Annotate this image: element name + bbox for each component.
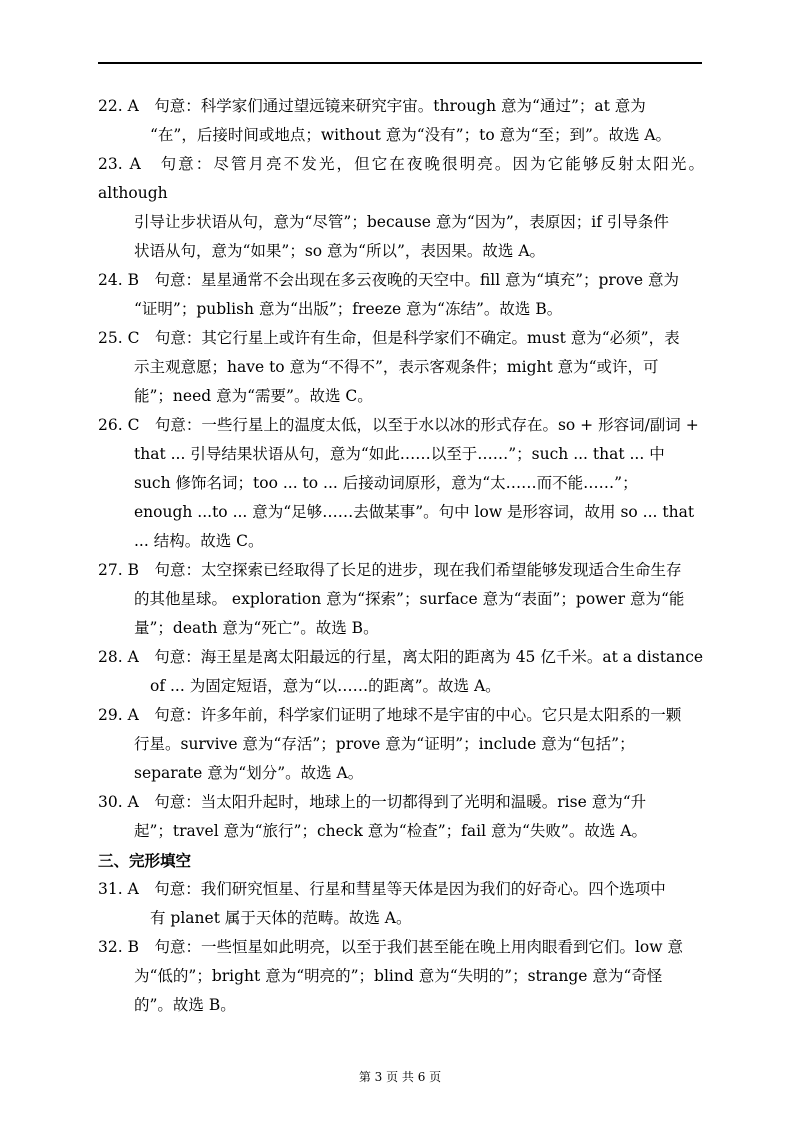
answer-item-line: ... 结构。故选 C。: [134, 532, 264, 550]
answer-item-line: that ... 引导结果状语从句，意为“如此……以至于……”；such ... that ... 中: [134, 445, 665, 463]
answer-item-lead: 25. C 句意：其它行星上或许有生命，但是科学家们不确定。must 意为“必须”，表: [98, 329, 680, 347]
answer-item: [98, 411, 704, 556]
answer-item-lead: 22. A 句意：科学家们通过望远镜来研究宇宙。through 意为“通过”；at 意为: [98, 97, 646, 115]
answer-item-line: enough ...to ... 意为“足够……去做某事”。句中 low 是形容词，故用 so ... that: [134, 503, 695, 521]
answer-item: [98, 933, 704, 1020]
answer-item: [98, 643, 704, 701]
answer-item: [98, 92, 704, 150]
answer-item-line: separate 意为“划分”。故选 A。: [134, 764, 364, 782]
header-rule: [98, 62, 702, 64]
answer-item-lead: 23. A 句意：尽管月亮不发光，但它在夜晚很明亮。因为它能够反射太阳光。although: [98, 155, 704, 202]
answer-item-lead: 32. B 句意：一些恒星如此明亮，以至于我们甚至能在晚上用肉眼看到它们。low 意: [98, 938, 683, 956]
answer-item-lead: 31. A 句意：我们研究恒星、行星和彗星等天体是因为我们的好奇心。四个选项中: [98, 880, 666, 898]
answer-item-line: 示主观意愿；have to 意为“不得不”，表示客观条件；might 意为“或许，可: [134, 358, 659, 376]
answer-item: [98, 788, 704, 846]
answer-item: [98, 875, 704, 933]
answer-item: [98, 556, 704, 643]
answer-item-line: 状语从句，意为“如果”；so 意为“所以”，表因果。故选 A。: [134, 242, 546, 260]
answer-item-lead: 27. B 句意：太空探索已经取得了长足的进步，现在我们希望能够发现适合生命生存: [98, 561, 682, 579]
answer-item: [98, 266, 704, 324]
answer-item-line: 有 planet 属于天体的范畴。故选 A。: [150, 909, 412, 927]
answer-item-lead: 28. A 句意：海王星是离太阳最远的行星，离太阳的距离为 45 亿千米。at a distance: [98, 648, 704, 666]
answer-item-line: 能”；need 意为“需要”。故选 C。: [134, 387, 373, 405]
page-footer: 第 3 页 共 6 页: [358, 1070, 442, 1084]
answer-item: [98, 324, 704, 411]
answer-list: [98, 92, 704, 846]
answer-item-line: “证明”；publish 意为“出版”；freeze 意为“冻结”。故选 B。: [134, 300, 563, 318]
answer-item-line: 起”；travel 意为“旅行”；check 意为“检查”；fail 意为“失败”。故选 A。: [134, 822, 647, 840]
section-title: 三、完形填空: [98, 851, 192, 870]
answer-item-lead: 29. A 句意：许多年前，科学家们证明了地球不是宇宙的中心。它只是太阳系的一颗: [98, 706, 682, 724]
answer-item-line: of ... 为固定短语，意为“以……的距离”。故选 A。: [150, 677, 501, 695]
answer-item-line: 引导让步状语从句，意为“尽管”；because 意为“因为”，表原因；if 引导条件: [134, 213, 669, 231]
answer-item-line: 的”。故选 B。: [134, 996, 236, 1014]
answer-item-line: 行星。survive 意为“存活”；prove 意为“证明”；include 意为“包括”；: [134, 735, 635, 753]
answer-item-line: 量”；death 意为“死亡”。故选 B。: [134, 619, 379, 637]
answer-content: [98, 92, 704, 1020]
answer-item-line: 的其他星球。 exploration 意为“探索”；surface 意为“表面”；power 意为“能: [134, 590, 685, 608]
answer-item-lead: 24. B 句意：星星通常不会出现在多云夜晚的天空中。fill 意为“填充”；prove 意为: [98, 271, 680, 289]
answer-item-line: such 修饰名词；too ... to ... 后接动词原形，意为“太……而不能……”；: [134, 474, 638, 492]
answer-item-line: 为“低的”；bright 意为“明亮的”；blind 意为“失明的”；strange 意为“奇怪: [134, 967, 663, 985]
answer-item-line: “在”，后接时间或地点；without 意为“没有”；to 意为“至；到”。故选 A。: [150, 126, 672, 144]
answer-item-lead: 30. A 句意：当太阳升起时，地球上的一切都得到了光明和温暖。rise 意为“升: [98, 793, 647, 811]
answer-list-cloze: [98, 875, 704, 1020]
answer-item: [98, 701, 704, 788]
answer-item-lead: 26. C 句意：一些行星上的温度太低，以至于水以冰的形式存在。so + 形容词/副词 +: [98, 416, 699, 434]
answer-item: [98, 150, 704, 266]
